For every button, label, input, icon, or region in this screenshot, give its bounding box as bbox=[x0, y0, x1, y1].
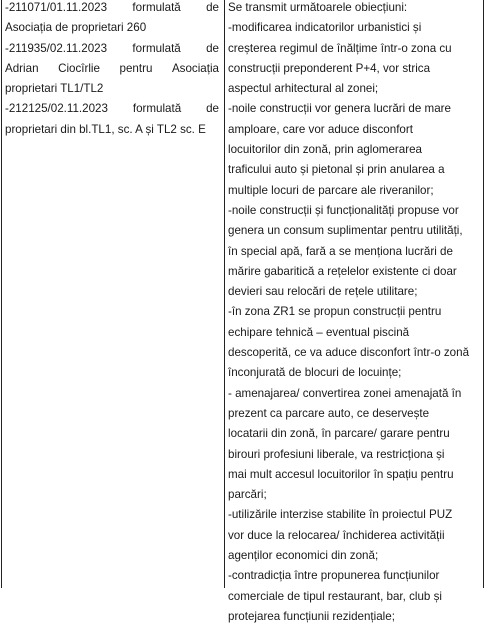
submission-line bbox=[5, 79, 219, 99]
submission-text: formulată bbox=[132, 41, 181, 55]
submission-line bbox=[5, 39, 219, 59]
objection-line: parcări; bbox=[228, 488, 267, 502]
objection-line: traficului auto și pietonal și prin anularea a bbox=[228, 163, 445, 177]
objection-line: creșterea regimul de înălțime într-o zona cu bbox=[228, 41, 452, 55]
submission-text: Ciocîrlie bbox=[58, 61, 100, 75]
submission-text: -211935/02.11.2023 bbox=[5, 41, 108, 55]
submission-text: de bbox=[206, 102, 219, 116]
submission-text: Asociația bbox=[171, 61, 219, 75]
objection-line: descoperită, ce va aduce disconfort într-o zonă bbox=[228, 346, 470, 360]
objection-line: locuitorilor din zonă, prin aglomerarea bbox=[228, 143, 422, 157]
objection-line: Se transmit următoarele obiecțiuni: bbox=[228, 1, 408, 14]
objection-line: echipare tehnică – eventual piscină bbox=[228, 325, 410, 339]
objection-line: amploare, care vor aduce disconfort bbox=[228, 122, 413, 136]
objection-line: -contradicția între propunerea funcțiunilor bbox=[228, 569, 440, 583]
submission-text: -212125/02.11.2023 bbox=[5, 102, 108, 116]
objection-line: mărire gabaritică a rețelelor existente ci doar bbox=[228, 264, 457, 278]
submission-text: de bbox=[206, 41, 219, 55]
submission-line bbox=[5, 18, 219, 38]
objection-line: mai mult accesul locuitorilor în spațiu pentru bbox=[228, 467, 454, 481]
objection-line: agenților economici din zonă; bbox=[228, 549, 379, 563]
objection-line: birouri profesiuni liberale, va restricționa și bbox=[228, 447, 445, 461]
objection-line: prezent ca parcare auto, ce deservește bbox=[228, 406, 430, 420]
objection-line: comerciale de tipul restaurant, bar, club și bbox=[228, 589, 442, 603]
objection-line: -noile construcții vor genera lucrări de mare bbox=[228, 102, 451, 116]
submissions-column bbox=[5, 0, 219, 140]
submission-text: formulată bbox=[132, 102, 182, 116]
objection-line: aspectul arhitectural al zonei; bbox=[228, 82, 379, 96]
objection-line: în special apă, fară a se menționa lucrări de bbox=[228, 244, 453, 258]
submission-line bbox=[5, 59, 219, 79]
objection-line: -modificarea indicatorilor urbanistici și bbox=[228, 21, 422, 35]
objection-line: genera un consum suplimentar pentru utilități, bbox=[228, 224, 463, 238]
objection-line: vor duce la relocarea/ închiderea activității bbox=[228, 528, 445, 542]
table-border-left bbox=[1, 0, 2, 588]
table-column-divider bbox=[224, 0, 225, 588]
submission-text: -211071/01.11.2023 bbox=[5, 1, 108, 14]
objection-line: protejarea funcțiunii rezidențiale; bbox=[228, 609, 395, 623]
submission-text: de bbox=[206, 1, 219, 14]
submission-line bbox=[5, 99, 219, 119]
objection-line: înconjurată de blocuri de locuințe; bbox=[228, 366, 402, 380]
table-border-right bbox=[483, 0, 484, 588]
objection-line: devieri sau relocări de rețele utilitare; bbox=[228, 285, 418, 299]
objection-line: locatarii din zonă, în parcare/ garare pentru bbox=[228, 427, 450, 441]
objection-line: - amenajarea/ convertirea zonei amenajată în bbox=[228, 386, 462, 400]
objection-line: multiple locuri de parcare ale riveranilor; bbox=[228, 183, 434, 197]
submission-text: pentru bbox=[119, 61, 153, 75]
submission-line bbox=[5, 0, 219, 18]
submission-text: proprietari din bl.TL1, sc. A și TL2 sc. E bbox=[5, 122, 206, 136]
objection-line: -utilizările interzise stabilite în proiectul PUZ bbox=[228, 508, 453, 522]
objection-line: -în zona ZR1 se propun construcții pentru bbox=[228, 305, 442, 319]
objection-line: construcții preponderent P+4, vor strica bbox=[228, 61, 431, 75]
submission-text: Asociația de proprietari 260 bbox=[5, 21, 147, 35]
submission-text: Adrian bbox=[5, 61, 39, 75]
submission-text: formulată bbox=[132, 1, 181, 14]
objection-line: -noile construcții și funcționalități propuse vor bbox=[228, 203, 459, 217]
submission-text: proprietari TL1/TL2 bbox=[5, 82, 104, 96]
submission-line bbox=[5, 120, 219, 140]
objections-column bbox=[228, 0, 479, 627]
